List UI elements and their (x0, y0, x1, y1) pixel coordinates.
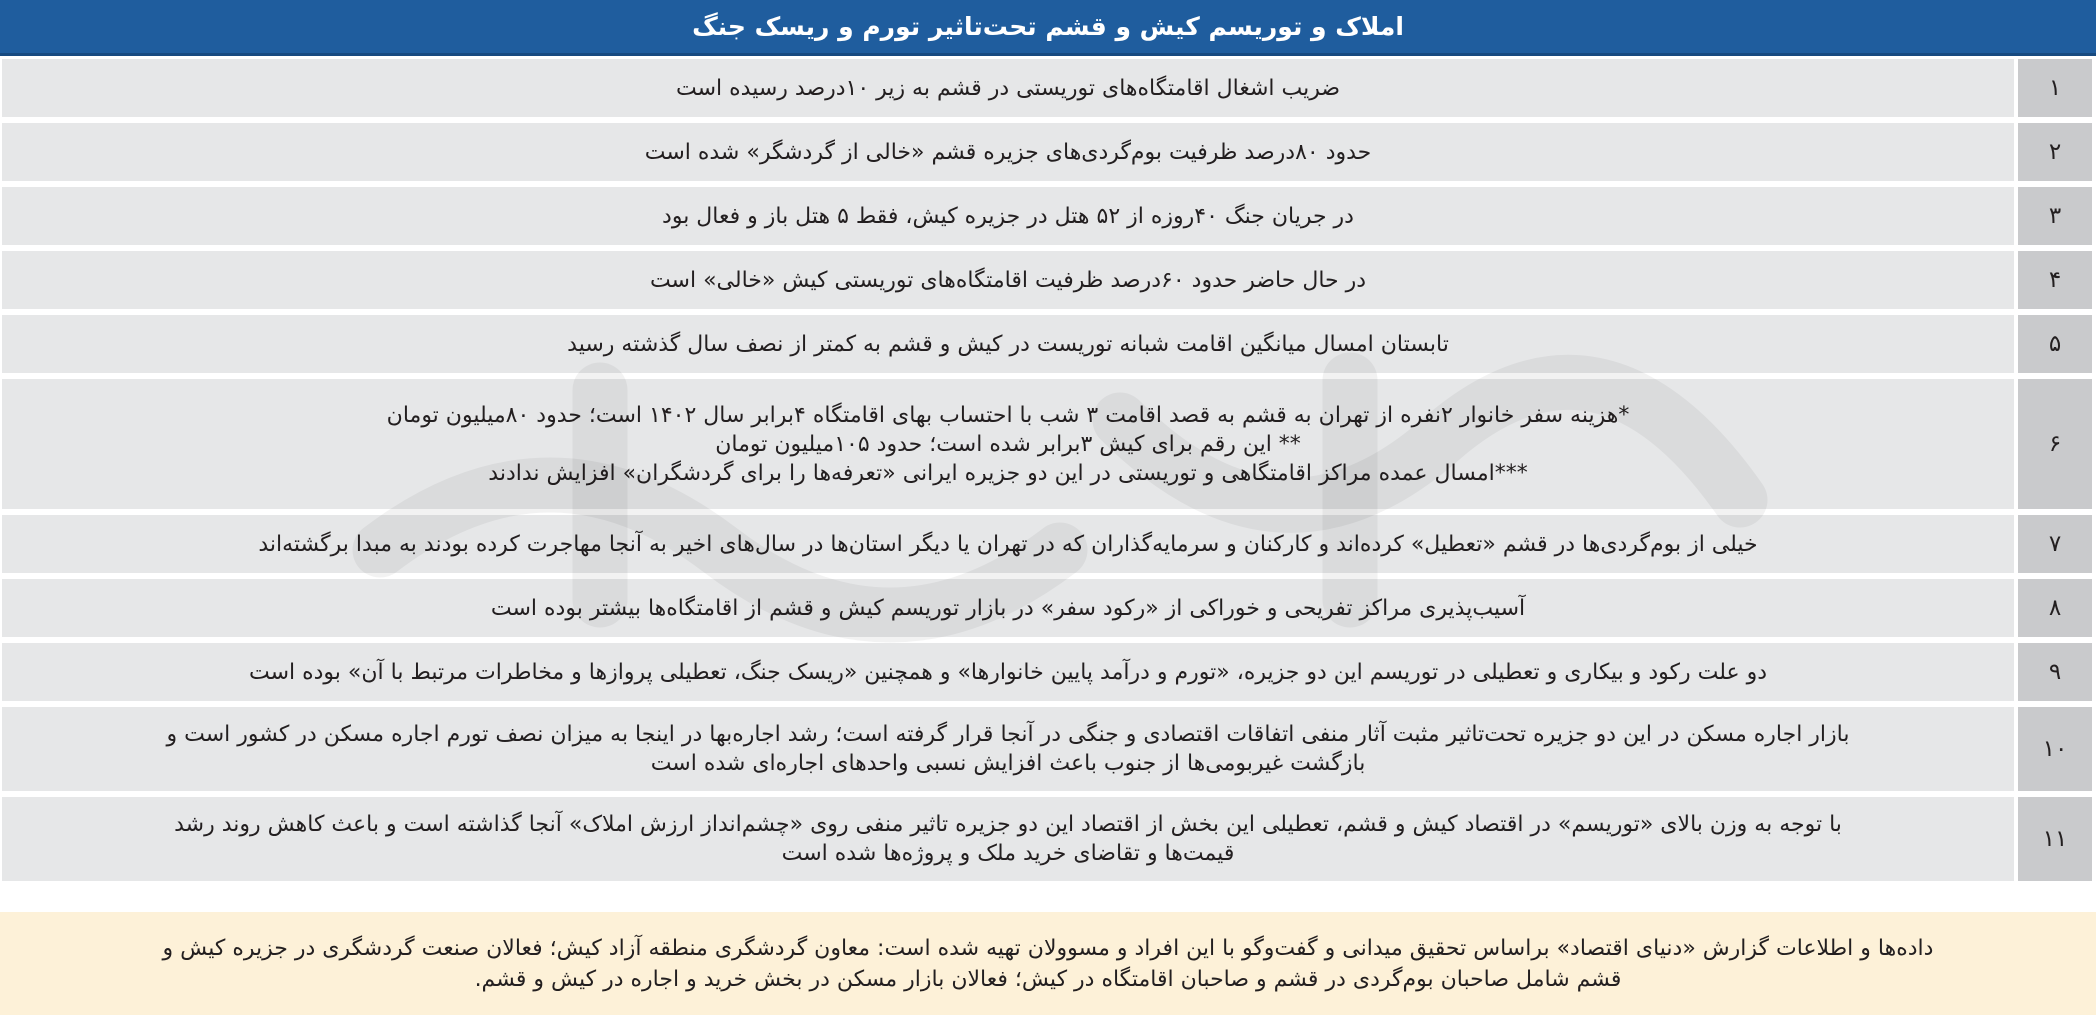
row-text (567, 330, 1449, 359)
row-number: ۳ (2018, 187, 2092, 245)
row-text-cell (2, 59, 2014, 117)
row-text-cell (2, 379, 2014, 509)
row-text-line: ضریب اشغال اقامتگاه‌های توریستی در قشم به زیر ۱۰درصد رسیده است (675, 75, 1341, 101)
row-text-cell (2, 707, 2014, 791)
row-text-line: بازار اجاره مسکن در این دو جزیره تحت‌تاثیر مثبت آثار منفی اتفاقات اقتصادی و جنگی در آنجا قرار گرفته است؛ رشد اجاره‌بها در اینجا به میزان نصف تورم اجاره مسکن در کشور است و (166, 722, 1850, 747)
row-text-line: دو علت رکود و بیکاری و تعطیلی در توریسم این دو جزیره، «تورم و درآمد پایین خانوارها» و همچنین «ریسک جنگ، تعطیلی پروازها و مخاطرات مرتبط با آن» بوده است (248, 659, 1768, 685)
row-text-cell (2, 187, 2014, 245)
table-row (0, 576, 2096, 640)
row-number: ۱۰ (2018, 707, 2092, 791)
row-text-cell (2, 315, 2014, 373)
row-text-line: بازگشت غیربومی‌ها از جنوب باعث افزایش نسبی واحدهای اجاره‌ای شده است (650, 751, 1366, 776)
row-text-line: ***امسال عمده مراکز اقامتگاهی و توریستی در این دو جزیره ایرانی «تعرفه‌ها را برای گردشگران» افزایش ندادند (488, 460, 1528, 486)
row-text-cell (2, 515, 2014, 573)
table-row (0, 120, 2096, 184)
row-text-cell (2, 797, 2014, 881)
row-text-line: تابستان امسال میانگین اقامت شبانه توریست در کیش و قشم به کمتر از نصف سال گذشته رسید (567, 331, 1449, 357)
row-text (387, 401, 1630, 488)
row-text-cell (2, 123, 2014, 181)
table-header (0, 0, 2096, 56)
table-row (0, 184, 2096, 248)
row-number: ۱ (2018, 59, 2092, 117)
row-number: ۵ (2018, 315, 2092, 373)
source-note-text (163, 933, 1934, 995)
row-number: ۲ (2018, 123, 2092, 181)
row-text-line: حدود ۸۰درصد ظرفیت بوم‌گردی‌های جزیره قشم «خالی از گردشگر» شده است (644, 139, 1372, 165)
row-text (645, 138, 1372, 167)
row-text-cell (2, 643, 2014, 701)
source-note-line: داده‌ها و اطلاعات گزارش «دنیای اقتصاد» براساس تحقیق میدانی و گفت‌وگو با این افراد و مسوولان تهیه شده است: معاون گردشگری منطقه آزاد کیش؛ فعالان صنعت گردشگری در جزیره کیش و (162, 935, 1934, 961)
row-text-line: آسیب‌پذیری مراکز تفریحی و خوراکی از «رکود سفر» در بازار توریسم کیش و قشم از اقامتگاه‌ها بیشتر بوده است (490, 595, 1526, 621)
table-row (0, 376, 2096, 512)
row-text (676, 74, 1340, 103)
row-number: ۶ (2018, 379, 2092, 509)
row-text (258, 530, 1757, 559)
row-text-line: در حال حاضر حدود ۶۰درصد ظرفیت اقامتگاه‌های توریستی کیش «خالی» است (649, 267, 1367, 293)
source-note-line: قشم شامل صاحبان بوم‌گردی در قشم و صاحبان اقامتگاه در کیش؛ فعالان بازار مسکن در بخش خرید و اجاره در کیش و قشم. (474, 966, 1622, 992)
table-title: املاک و توریسم کیش و قشم تحت‌تاثیر تورم و ریسک جنگ (692, 12, 1404, 41)
table-row (0, 512, 2096, 576)
table-row (0, 794, 2096, 884)
row-text (174, 810, 1842, 868)
row-number: ۷ (2018, 515, 2092, 573)
row-text-line: ** این رقم برای کیش ۳برابر شده است؛ حدود ۱۰۵میلیون تومان (715, 431, 1301, 457)
row-text-line: در جریان جنگ ۴۰روزه از ۵۲ هتل در جزیره کیش، فقط ۵ هتل باز و فعال بود (662, 203, 1354, 229)
row-text-line: قیمت‌ها و تقاضای خرید ملک و پروژه‌ها شده است (781, 841, 1235, 866)
table-row (0, 640, 2096, 704)
table-row (0, 248, 2096, 312)
row-number: ۸ (2018, 579, 2092, 637)
table-row (0, 704, 2096, 794)
row-text-cell (2, 251, 2014, 309)
row-number: ۱۱ (2018, 797, 2092, 881)
row-text (167, 720, 1850, 778)
row-text (662, 202, 1354, 231)
row-text-cell (2, 579, 2014, 637)
row-text-line: *هزینه سفر خانوار ۲نفره از تهران به قشم به قصد اقامت ۳ شب با احتساب بهای اقامتگاه ۴برابر سال ۱۴۰۲ است؛ حدود ۸۰میلیون تومان (386, 402, 1630, 428)
table-row (0, 56, 2096, 120)
row-text (650, 266, 1366, 295)
row-text-line: خیلی از بوم‌گردی‌ها در قشم «تعطیل» کرده‌اند و کارکنان و سرمایه‌گذاران که در تهران یا دیگر استان‌ها در سال‌های اخیر به آنجا مهاجرت کرده بودند به مبدا برگشته‌اند (258, 531, 1758, 557)
row-text-line: با توجه به وزن بالای «توریسم» در اقتصاد کیش و قشم، تعطیلی این بخش از اقتصاد این دو جزیره تاثیر منفی روی «چشم‌انداز ارزش املاک» آنجا گذاشته است و باعث کاهش روند رشد (174, 812, 1842, 837)
row-number: ۹ (2018, 643, 2092, 701)
source-note (0, 912, 2096, 1015)
row-number: ۴ (2018, 251, 2092, 309)
row-text (249, 658, 1767, 687)
row-text (491, 594, 1525, 623)
table-row (0, 312, 2096, 376)
